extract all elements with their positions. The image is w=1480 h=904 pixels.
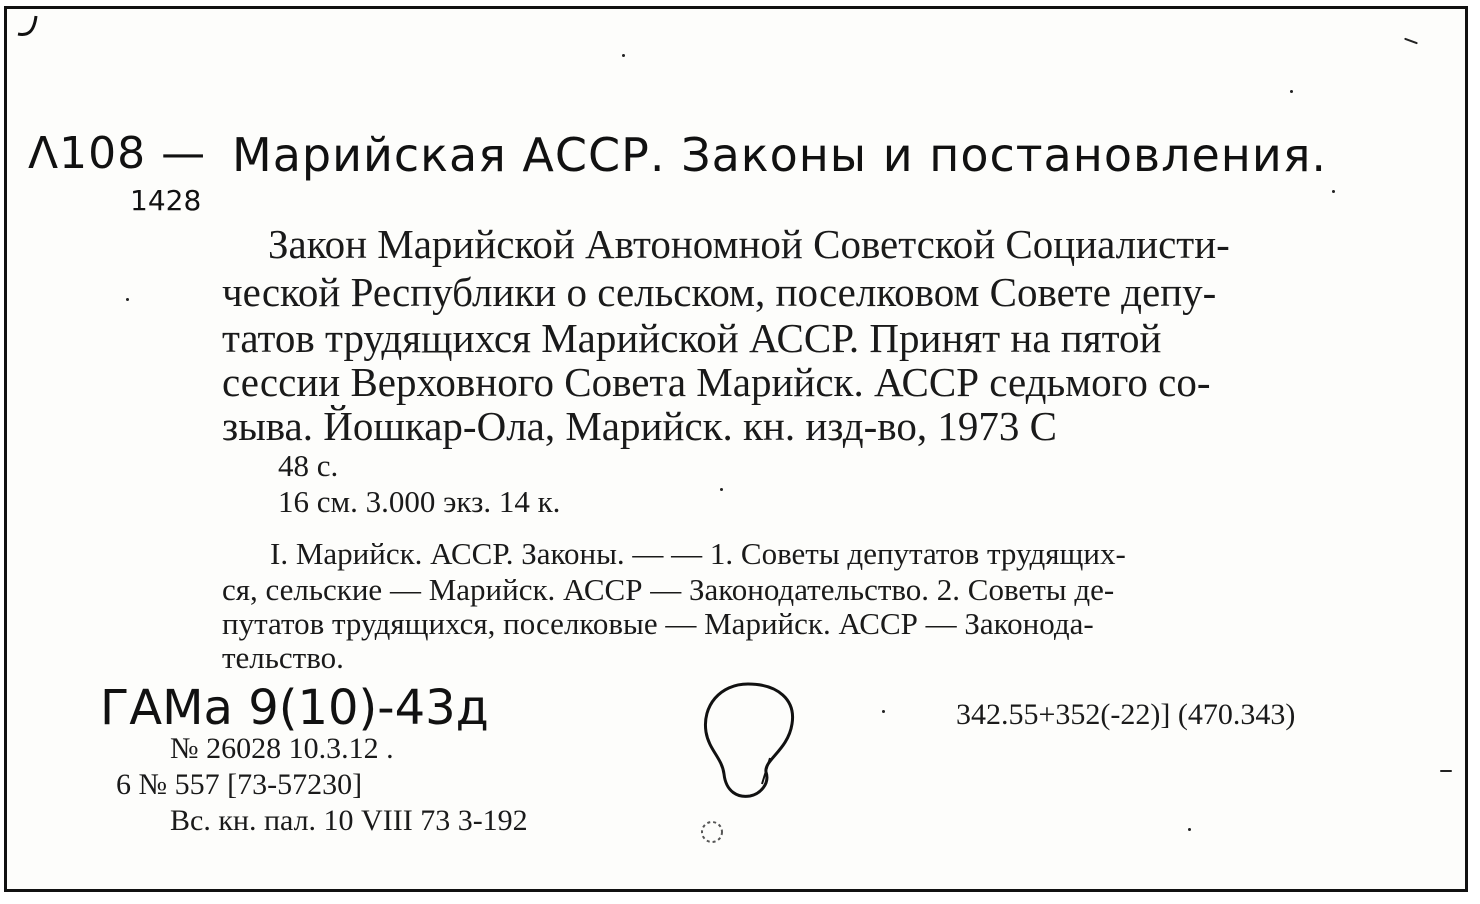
corner-mark-icon [14,10,44,40]
speck [720,488,723,491]
punch-hole-outline [700,680,800,850]
speck [1290,90,1293,93]
subject-line-3: путатов трудящихся, поселковые — Марийск. АССР — Законода- [222,606,1094,641]
order-number: 6 № 557 [73-57230] [116,768,363,801]
archive-mark: ГАМа 9(10)-43д [100,680,489,736]
speck [622,54,625,57]
call-number-sub: 1428 [130,184,202,217]
subject-line-1: I. Марийск. АССР. Законы. — — 1. Советы депутатов трудящих- [270,536,1126,571]
description-line-4: сессии Верховного Совета Марийск. АССР седьмого со- [222,359,1211,405]
classification-number: 342.55+352(-22)] (470.343) [956,698,1296,731]
speck [1440,770,1452,772]
speck [1188,828,1191,831]
description-line-1: Закон Марийской Автономной Советской Социалисти- [268,221,1230,267]
description-line-5: зыва. Йошкар-Ола, Марийск. кн. изд-во, 1973 С [222,403,1057,449]
registry-number: № 26028 10.3.12 . [170,732,394,765]
handwritten-title: Марийская АССР. Законы и постановления. [232,128,1328,182]
speck [1332,190,1335,193]
chamber-number: Вс. кн. пал. 10 VIII 73 3-192 [170,804,528,837]
subject-line-2: ся, сельские — Марийск. АССР — Законодательство. 2. Советы де- [222,572,1115,607]
call-number: Λ108 — [28,128,207,179]
page-count: 48 с. [278,448,339,483]
format-line: 16 см. 3.000 экз. 14 к. [278,484,561,519]
subject-line-4: тельство. [222,640,344,675]
description-line-2: ческой Республики о сельском, поселковом Совете депу- [222,269,1217,315]
speck [882,710,885,713]
description-line-3: татов трудящихся Марийской АССР. Принят на пятой [222,315,1162,361]
speck [126,298,129,301]
